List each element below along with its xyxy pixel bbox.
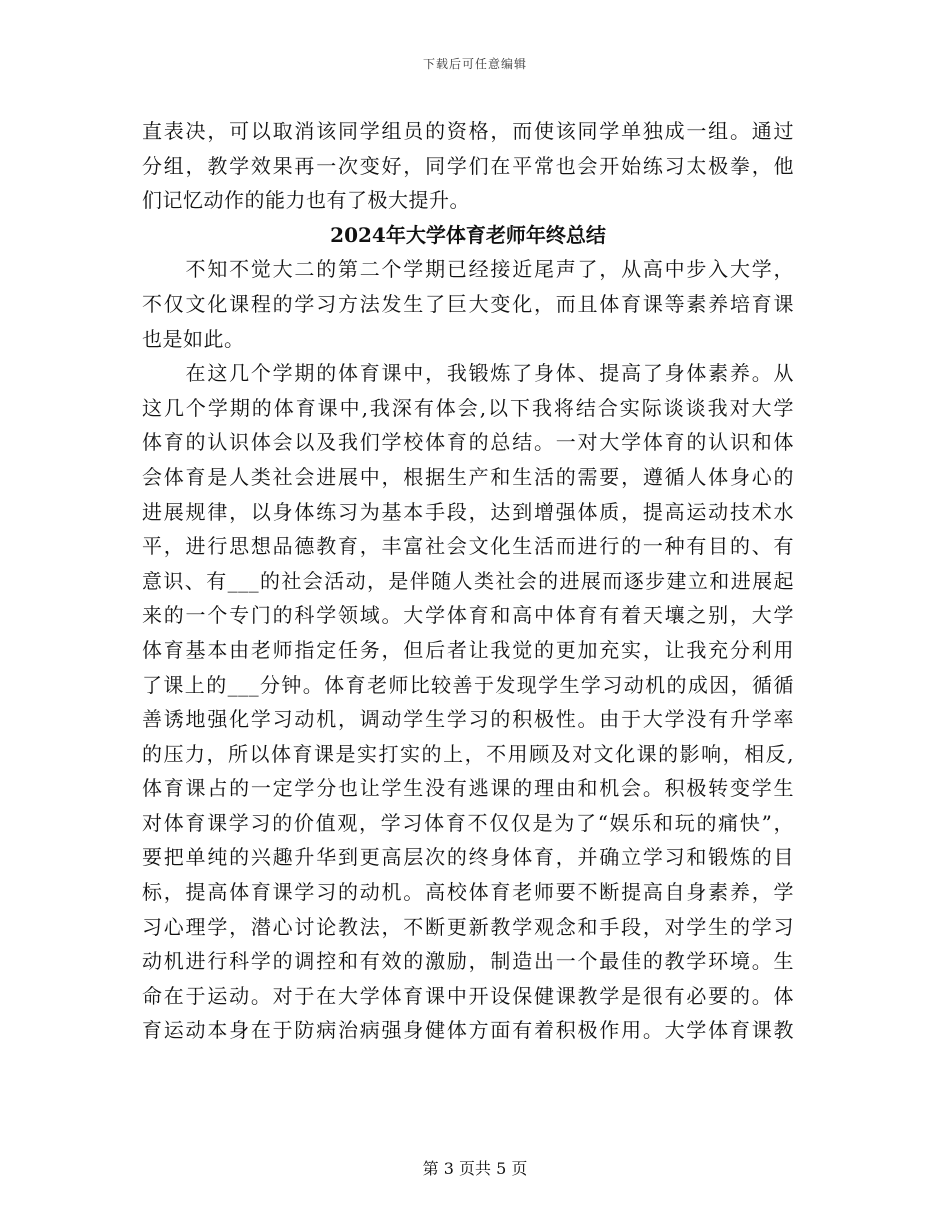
document-body [142,114,794,1048]
text-line: 会体育是人类社会进展中，根据生产和生活的需要，遵循人体身心的 [142,464,794,489]
text-line: 体育的认识体会以及我们学校体育的总结。一对大学体育的认识和体 [142,430,794,455]
text-line: 平，进行思想品德教育，丰富社会文化生活而进行的一种有目的、有 [142,534,794,559]
text-line: 不知不觉大二的第二个学期已经接近尾声了，从高中步入大学， [142,257,794,282]
text-line: 命在于运动。对于在大学体育课中开设保健课教学是很有必要的。体 [142,983,794,1008]
text-line: 对体育课学习的价值观，学习体育不仅仅是为了“娱乐和玩的痛快”， [142,810,794,835]
text-line: 标，提高体育课学习的动机。高校体育老师要不断提高自身素养，学 [142,880,794,905]
text-line: 来的一个专门的科学领域。大学体育和高中体育有着天壤之别，大学 [142,603,794,628]
text-line: 要把单纯的兴趣升华到更高层次的终身体育，并确立学习和锻炼的目 [142,845,794,870]
text-line: 了课上的___分钟。体育老师比较善于发现学生学习动机的成因，循循 [142,672,794,697]
paragraph-1 [142,252,794,356]
paragraph-2 [142,356,794,1048]
text-line: 分组，教学效果再一次变好，同学们在平常也会开始练习太极拳，他 [142,153,794,178]
text-line: 这几个学期的体育课中,我深有体会,以下我将结合实际谈谈我对大学 [142,395,794,420]
text-line: 也是如此。 [142,326,245,351]
text-line: 进展规律，以身体练习为基本手段，达到增强体质，提高运动技术水 [142,499,794,524]
text-line: 们记忆动作的能力也有了极大提升。 [142,188,470,213]
text-line: 善诱地强化学习动机，调动学生学习的积极性。由于大学没有升学率 [142,707,794,732]
page-header: 下载后可任意编辑 [422,57,527,71]
text-line: 习心理学，潜心讨论教法，不断更新教学观念和手段，对学生的学习 [142,914,794,939]
text-line: 体育课占的一定学分也让学生没有逃课的理由和机会。积极转变学生 [142,776,794,801]
intro-paragraph [142,114,794,218]
text-line: 的压力，所以体育课是实打实的上，不用顾及对文化课的影响，相反, [142,741,794,766]
text-line: 在这几个学期的体育课中，我锻炼了身体、提高了身体素养。从 [142,361,794,386]
text-line: 不仅文化课程的学习方法发生了巨大变化，而且体育课等素养培育课 [142,291,794,316]
section-title: 2024年大学体育老师年终总结 [330,222,606,247]
text-line: 动机进行科学的调控和有效的激励，制造出一个最佳的教学环境。生 [142,949,794,974]
text-line: 体育基本由老师指定任务，但后者让我觉的更加充实，让我充分利用 [142,637,794,662]
text-line: 意识、有___的社会活动，是伴随人类社会的进展而逐步建立和进展起 [142,568,794,593]
text-line: 育运动本身在于防病治病强身健体方面有着积极作用。大学体育课教 [142,1018,794,1043]
text-line: 直表决，可以取消该同学组员的资格，而使该同学单独成一组。通过 [142,119,794,143]
page-footer: 第 3 页共 5 页 [422,1159,528,1178]
